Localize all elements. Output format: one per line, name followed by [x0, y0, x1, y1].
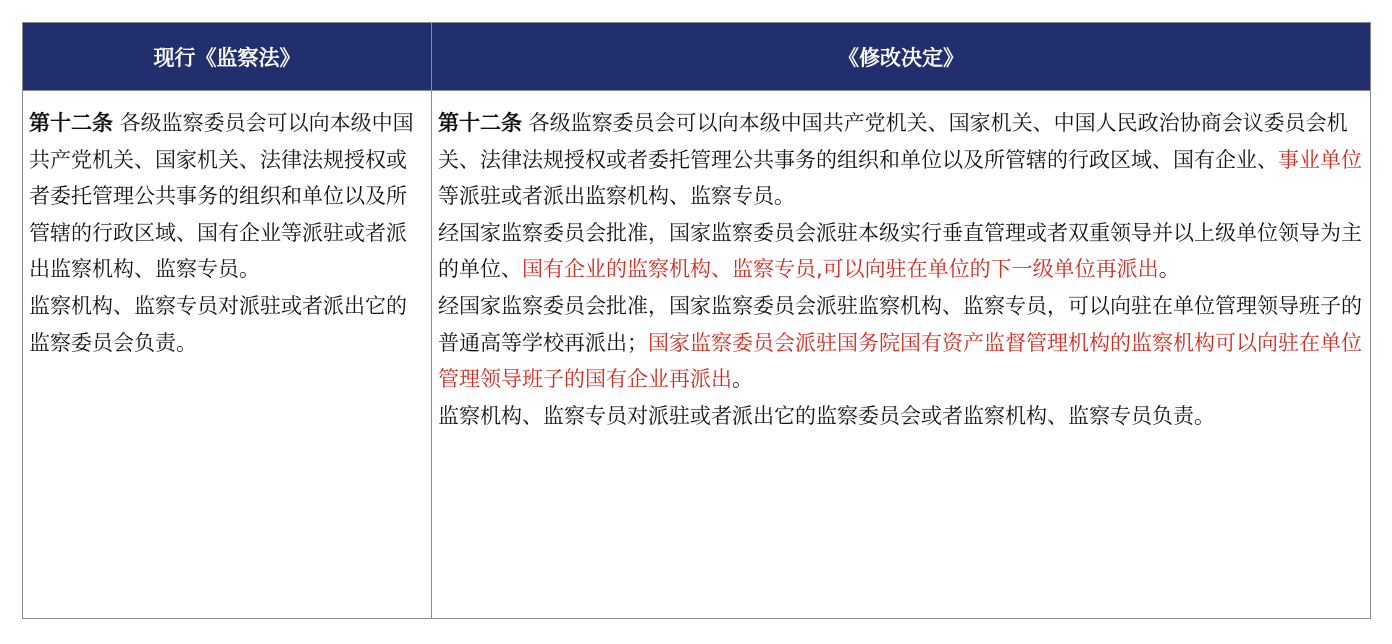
- highlighted-change: 事业单位: [1278, 147, 1362, 172]
- highlighted-change: 国有企业的监察机构、监察专员,可以向驻在单位的下一级单位再派出: [522, 257, 1159, 282]
- amendment-cell: [432, 90, 1370, 618]
- highlighted-change: 国家监察委员会派驻国务院国有资产监督管理机构的监察机构可以向驻在单位管理领导班子的国有企业再派出: [438, 330, 1362, 392]
- current-article-paragraph-2: 监察机构、监察专员对派驻或者派出它的监察委员会负责。: [29, 293, 407, 355]
- amended-article-paragraph-1: [438, 105, 1364, 215]
- article-number: 第十二条: [29, 111, 113, 135]
- article-number: 第十二条: [438, 111, 522, 135]
- paragraph-text: 经国家监察委员会批准，国家监察委员会派驻本级实行垂直管理或者双重领导并以上级单位领导为主的单位、: [438, 220, 1362, 282]
- current-article-paragraph-1: [29, 105, 425, 288]
- paragraph-text: 。: [1158, 257, 1180, 282]
- paragraph-text: 经国家监察委员会批准，国家监察委员会派驻监察机构、监察专员，可以向驻在单位管理领导班子的普通高等学校再派出；: [438, 293, 1362, 355]
- amended-article-paragraph-4: 监察机构、监察专员对派驻或者派出它的监察委员会或者监察机构、监察专员负责。: [438, 403, 1215, 428]
- current-law-cell: [23, 90, 432, 618]
- amended-article-paragraph-3: [438, 288, 1364, 398]
- header-amendment-decision: 《修改决定》: [432, 23, 1370, 90]
- paragraph-text: 等派驻或者派出监察机构、监察专员。: [438, 184, 795, 209]
- paragraph-text: 各级监察委员会可以向本级中国共产党机关、国家机关、法律法规授权或者委托管理公共事务的组织和单位以及所管辖的行政区域、国有企业等派驻或者派出监察机构、监察专员。: [29, 111, 414, 282]
- comparison-table: [22, 22, 1371, 619]
- paragraph-text: 。: [732, 367, 753, 392]
- amended-article-paragraph-2: [438, 215, 1364, 288]
- paragraph-text: 各级监察委员会可以向本级中国共产党机关、国家机关、中国人民政治协商会议委员会机关、法律法规授权或者委托管理公共事务的组织和单位以及所管辖的行政区域、国有企业、: [438, 111, 1348, 172]
- header-current-law: 现行《监察法》: [23, 23, 432, 90]
